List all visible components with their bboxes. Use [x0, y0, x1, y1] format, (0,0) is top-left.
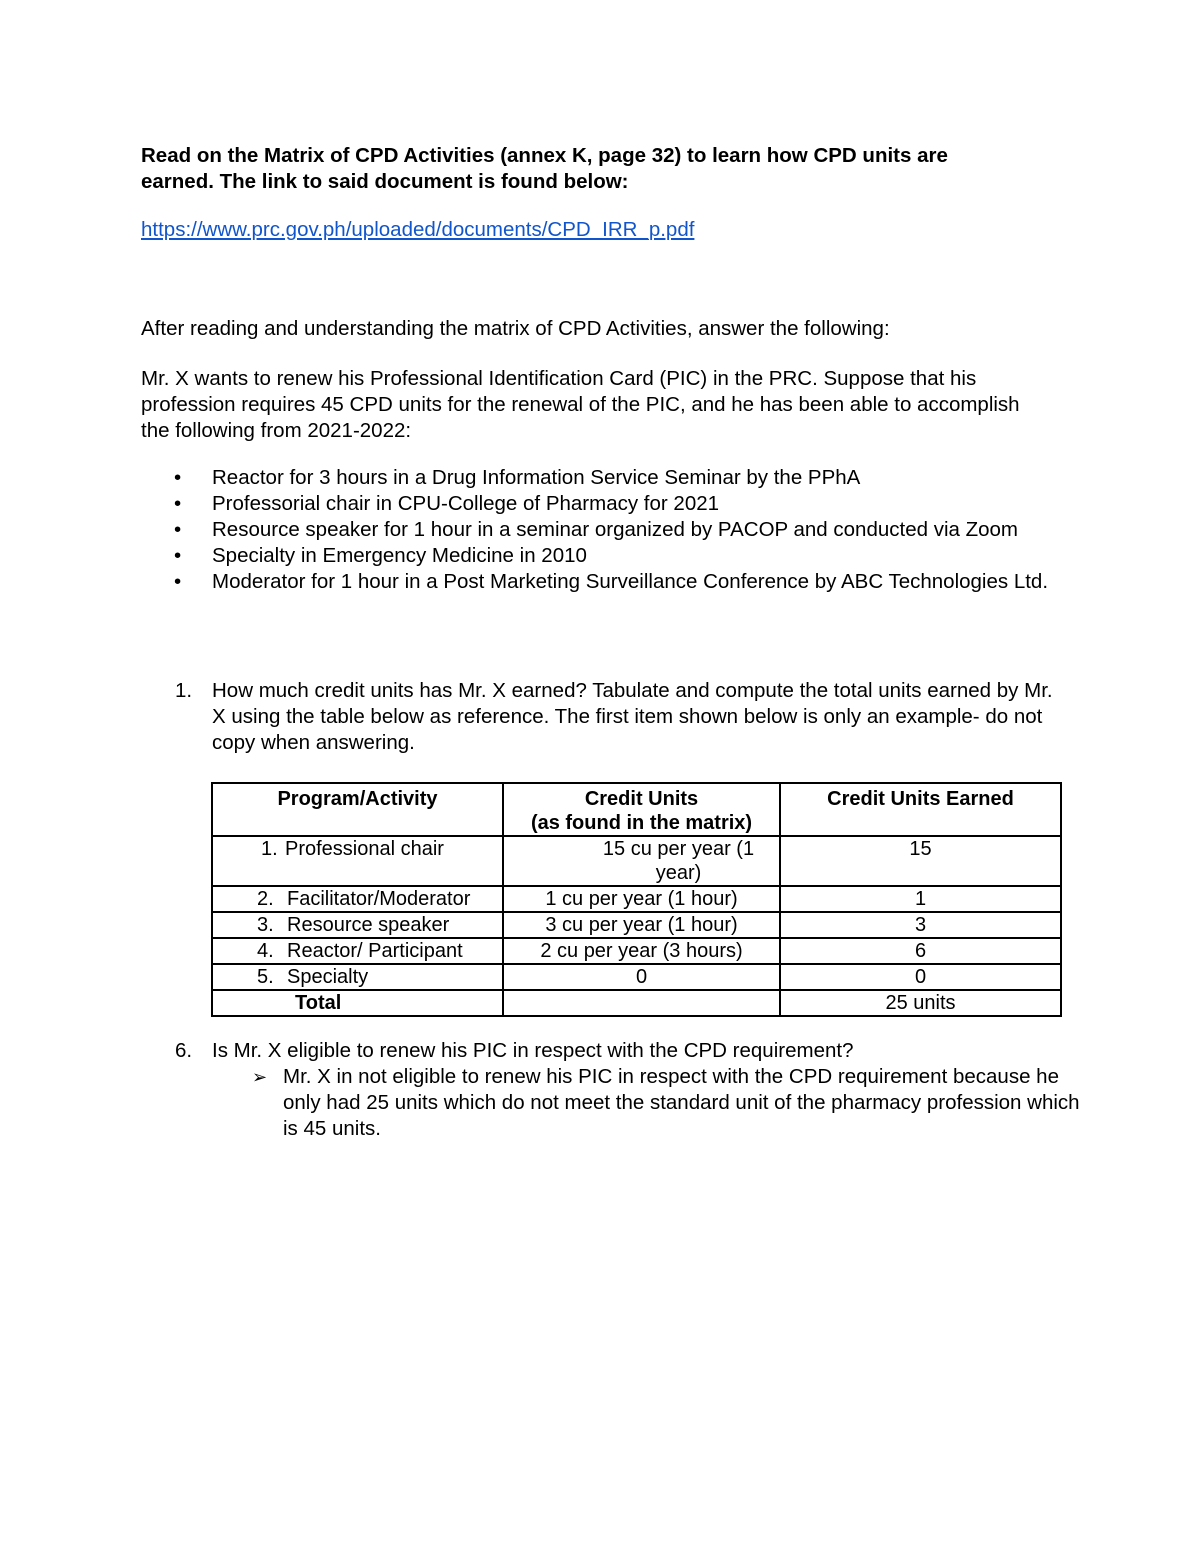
table-row	[212, 938, 1061, 964]
list-item: • Professorial chair in CPU-College of Pharmacy for 2021	[174, 492, 720, 515]
total-credit-cell	[503, 990, 780, 1016]
bullet-icon: •	[174, 466, 182, 489]
credit-cell: 15 cu per year (1 year)	[503, 836, 780, 886]
list-item: • Specialty in Emergency Medicine in 2010	[174, 544, 587, 567]
earned-cell: 1	[780, 886, 1061, 912]
activity-cell: 1. Professional chair	[212, 836, 503, 886]
bullet-icon: •	[174, 492, 182, 515]
credit-units-table	[211, 782, 1062, 1017]
table-row	[212, 886, 1061, 912]
accomplishment-list	[141, 465, 1071, 595]
bullet-icon: •	[174, 570, 182, 593]
total-label: Total	[212, 990, 503, 1016]
earned-cell: 15	[780, 836, 1061, 886]
credit-cell: 2 cu per year (3 hours)	[503, 938, 780, 964]
arrow-bullet-icon: ➢	[252, 1067, 268, 1087]
header-activity: Program/Activity	[212, 783, 503, 836]
credit-cell: 0	[503, 964, 780, 990]
instruction-text: After reading and understanding the matrix of CPD Activities, answer the following:	[141, 317, 890, 340]
question-text: How much credit units has Mr. X earned? Tabulate and compute the total units earned by Mr. X using the table below as reference. The first item shown below is only an example- do not copy when answering.	[212, 679, 1053, 754]
table-row	[212, 912, 1061, 938]
table-total-row	[212, 990, 1061, 1016]
table-row	[212, 836, 1061, 886]
earned-cell: 3	[780, 912, 1061, 938]
bullet-icon: •	[174, 544, 182, 567]
header-credit-earned: Credit Units Earned	[780, 783, 1061, 836]
activity-cell: 5. Specialty	[212, 964, 503, 990]
credit-cell: 1 cu per year (1 hour)	[503, 886, 780, 912]
scenario-text: Mr. X wants to renew his Professional Identification Card (PIC) in the PRC. Suppose that his profession requires 45 CPD units for the renewal of the PIC, and he has been able to accomplish the following from 2021-2022:	[141, 367, 1020, 442]
list-item: • Reactor for 3 hours in a Drug Information Service Seminar by the PPhA	[174, 466, 861, 489]
question-text: Is Mr. X eligible to renew his PIC in respect with the CPD requirement?	[212, 1039, 854, 1062]
total-earned-cell: 25 units	[780, 990, 1061, 1016]
document-link-line	[141, 217, 1050, 243]
answer-text: Mr. X in not eligible to renew his PIC in respect with the CPD requirement because he only had 25 units which do not meet the standard unit of the pharmacy profession which is 45 units.	[283, 1065, 1080, 1140]
activity-cell: 4. Reactor/ Participant	[212, 938, 503, 964]
intro-text: Read on the Matrix of CPD Activities (annex K, page 32) to learn how CPD units are earned. The link to said document is found below:	[141, 144, 948, 193]
table-header-row	[212, 783, 1061, 836]
question-6	[141, 1038, 1061, 1064]
list-item: • Moderator for 1 hour in a Post Marketing Surveillance Conference by ABC Technologies Ltd.	[174, 570, 1049, 593]
activity-cell: 2. Facilitator/Moderator	[212, 886, 503, 912]
question-number: 1.	[175, 679, 193, 702]
bullet-icon: •	[174, 518, 182, 541]
header-credit-units: Credit Units (as found in the matrix)	[503, 783, 780, 836]
list-item: • Resource speaker for 1 hour in a seminar organized by PACOP and conducted via Zoom	[174, 518, 1019, 541]
question-1	[141, 678, 1061, 756]
earned-cell: 6	[780, 938, 1061, 964]
table-row	[212, 964, 1061, 990]
document-link[interactable]: https://www.prc.gov.ph/uploaded/documents/CPD_IRR_p.pdf	[141, 218, 695, 241]
earned-cell: 0	[780, 964, 1061, 990]
credit-cell: 3 cu per year (1 hour)	[503, 912, 780, 938]
intro-heading	[141, 143, 1021, 195]
question-number: 6.	[175, 1039, 193, 1062]
activity-cell: 3. Resource speaker	[212, 912, 503, 938]
answer-6	[212, 1064, 1082, 1142]
